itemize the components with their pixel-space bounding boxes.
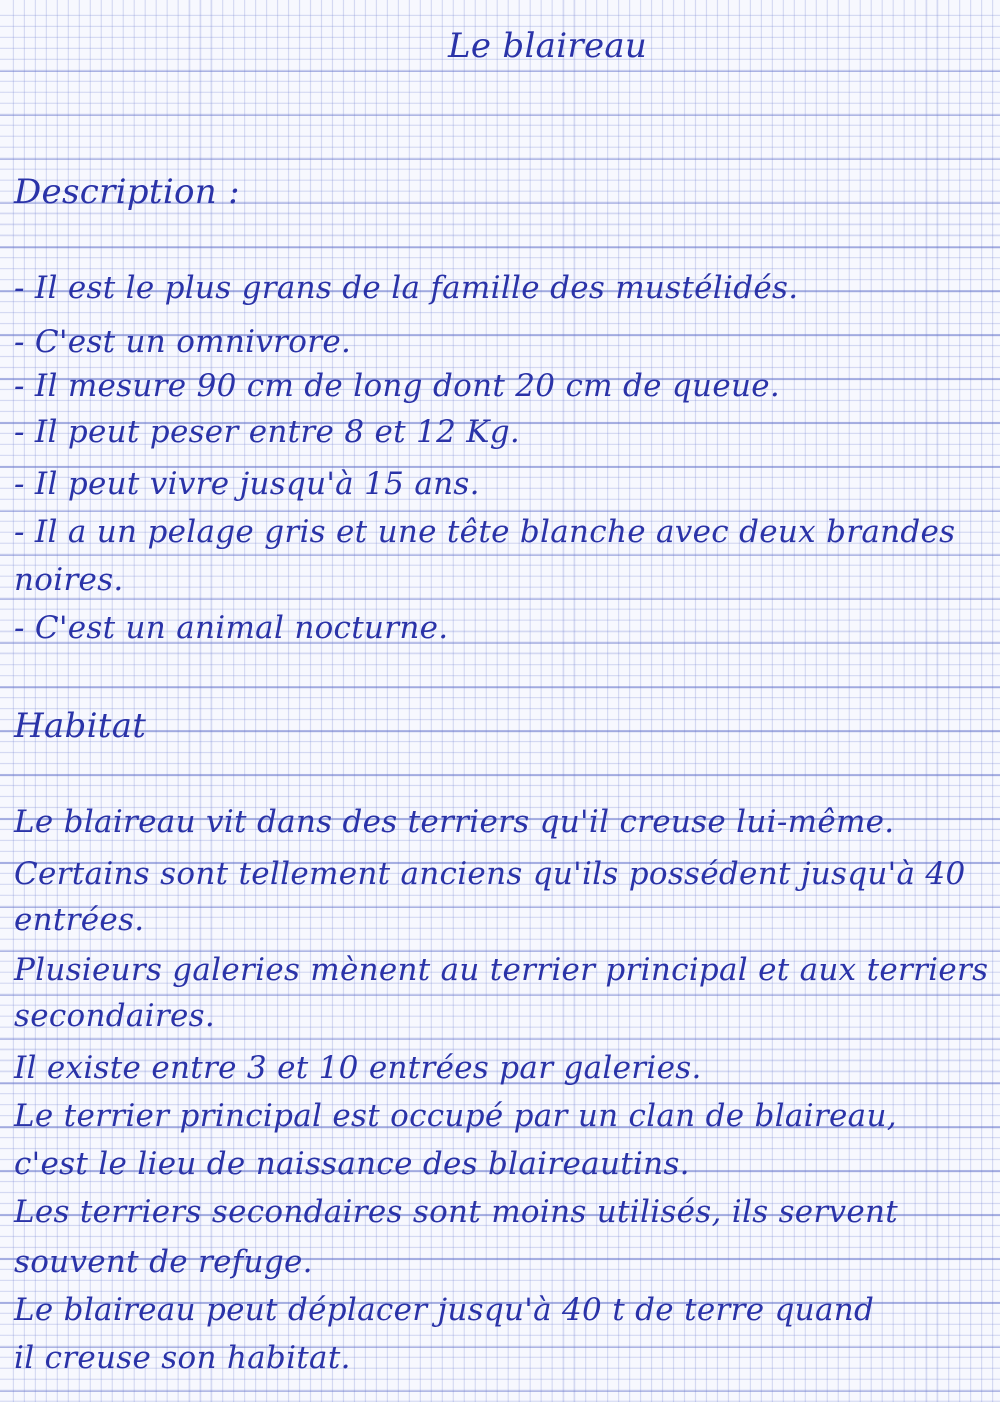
habitat-line: Il existe entre 3 et 10 entrées par galeries. (14, 1050, 702, 1086)
habitat-line: secondaires. (14, 998, 216, 1034)
page-title: Le blaireau (448, 26, 648, 66)
habitat-line: Les terriers secondaires sont moins utilisés, ils servent (14, 1194, 899, 1230)
description-line: - C'est un omnivrore. (14, 324, 352, 360)
description-line: - Il est le plus grans de la famille des mustélidés. (14, 270, 799, 306)
habitat-line: souvent de refuge. (14, 1244, 313, 1280)
habitat-line: entrées. (14, 902, 145, 938)
habitat-line: il creuse son habitat. (14, 1340, 351, 1376)
habitat-line: Plusieurs galeries mènent au terrier principal et aux terriers (14, 952, 989, 988)
description-line: - Il peut peser entre 8 et 12 Kg. (14, 414, 521, 450)
habitat-line: Le blaireau peut déplacer jusqu'à 40 t de terre quand (14, 1292, 875, 1328)
habitat-line: c'est le lieu de naissance des blaireautins. (14, 1146, 690, 1182)
habitat-line: Certains sont tellement anciens qu'ils possédent jusqu'à 40 (14, 856, 966, 892)
habitat-line: Le blaireau vit dans des terriers qu'il creuse lui-même. (14, 804, 895, 840)
description-line: - C'est un animal nocturne. (14, 610, 449, 646)
description-line: noires. (14, 562, 124, 598)
description-line: - Il a un pelage gris et une tête blanche avec deux brandes (14, 514, 956, 550)
description-line: - Il mesure 90 cm de long dont 20 cm de queue. (14, 368, 781, 404)
habitat-line: Le terrier principal est occupé par un clan de blaireau, (14, 1098, 897, 1134)
section-heading-description: Description : (14, 172, 240, 212)
section-heading-habitat: Habitat (14, 706, 147, 746)
description-line: - Il peut vivre jusqu'à 15 ans. (14, 466, 480, 502)
